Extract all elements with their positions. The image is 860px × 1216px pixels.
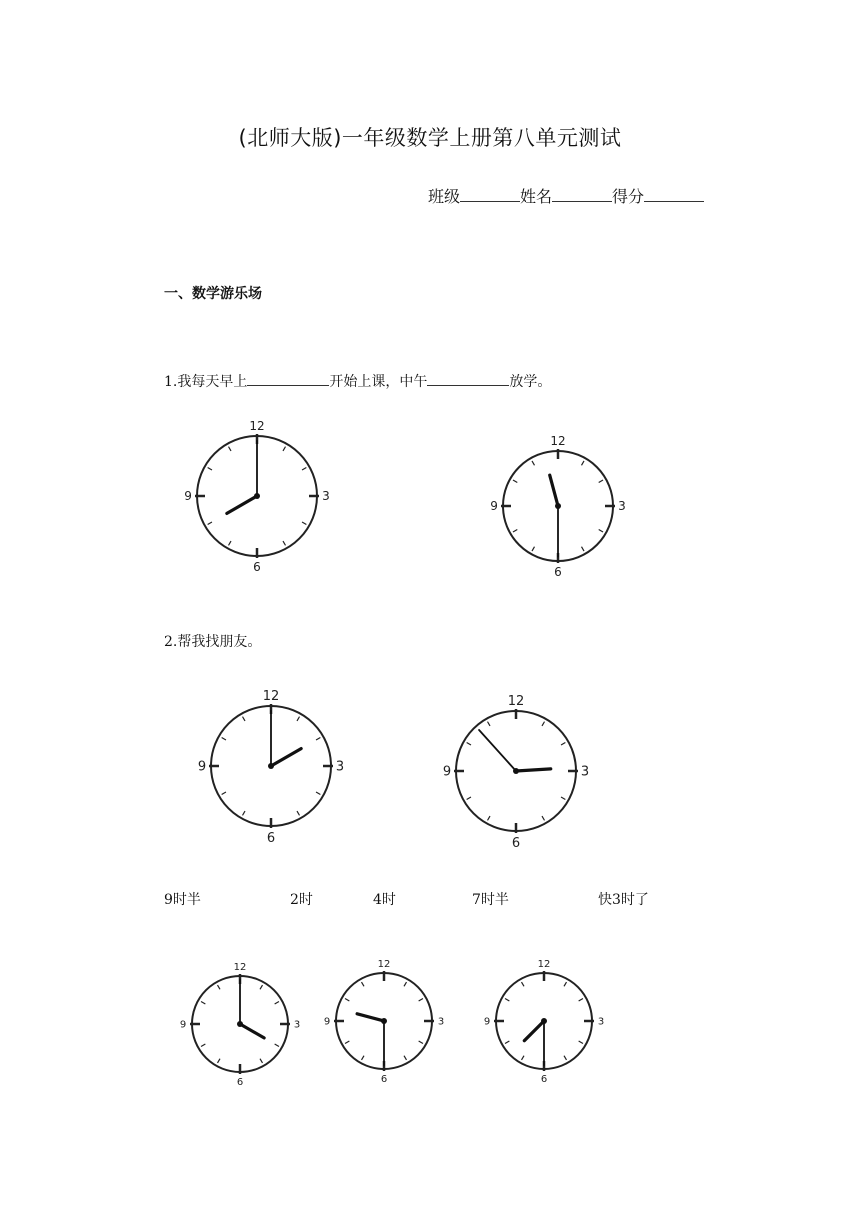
hour-hand: [227, 496, 257, 513]
minute-hand: [479, 730, 516, 771]
clock-tick: [316, 738, 320, 741]
option-label: 7时半: [472, 892, 509, 908]
hour-hand: [271, 749, 301, 766]
hour-hand: [240, 1024, 264, 1038]
clock-tick: [229, 447, 232, 451]
question-2-number: 2.: [164, 634, 178, 650]
option-label: 2时: [290, 892, 313, 908]
clock-tick: [505, 1041, 509, 1044]
hour-hand: [524, 1021, 544, 1041]
clock-tick: [275, 1002, 279, 1005]
hour-hand: [550, 475, 558, 506]
clock-tick: [218, 985, 221, 989]
clock-number: 9: [483, 1016, 491, 1028]
question-2-text: 帮我找朋友。: [177, 634, 262, 650]
clock-tick: [362, 982, 365, 986]
clock-tick: [362, 1056, 365, 1060]
clock-number: 3: [322, 489, 330, 504]
clock-number: 6: [511, 836, 521, 851]
name-label: 姓名: [520, 187, 553, 206]
clock-q1-right: [490, 428, 635, 583]
clock-number: 3: [597, 1016, 605, 1028]
clock-tick: [582, 461, 585, 465]
clock-number: 6: [266, 831, 276, 846]
clock-q2-top-right: [438, 689, 598, 854]
clock-tick: [488, 816, 491, 820]
clock-tick: [229, 541, 232, 545]
class-blank[interactable]: [460, 187, 520, 202]
clock-tick: [260, 1059, 263, 1063]
clock-number: 12: [507, 694, 525, 709]
clock-number: 3: [437, 1016, 445, 1028]
clock-tick: [404, 1056, 407, 1060]
clock-number: 12: [262, 689, 280, 704]
clock-tick: [522, 982, 525, 986]
option-label: 9时半: [164, 892, 201, 908]
clock-tick: [345, 1041, 349, 1044]
class-label: 班级: [428, 187, 461, 206]
option-label: 4时: [373, 892, 396, 908]
clock-number: 6: [540, 1074, 548, 1085]
morning-time-blank[interactable]: [247, 371, 329, 386]
clock-number: 9: [184, 489, 192, 504]
clock-tick: [505, 999, 509, 1002]
question-1: [164, 371, 551, 391]
clock-tick: [532, 547, 535, 551]
clock-tick: [283, 541, 286, 545]
clock-q2-top-left: [195, 684, 355, 849]
clock-tick: [275, 1044, 279, 1047]
clock-tick: [404, 982, 407, 986]
clock-number: 12: [537, 959, 551, 970]
clock-number: 9: [442, 764, 452, 780]
clock-tick: [222, 738, 226, 741]
clock-tick: [243, 717, 246, 721]
clock-number: 6: [236, 1077, 244, 1088]
clock-tick: [208, 468, 212, 471]
clock-tick: [564, 1056, 567, 1060]
clock-tick: [542, 722, 545, 726]
clock-number: 3: [335, 759, 345, 775]
clock-tick: [599, 480, 603, 483]
clock-tick: [283, 447, 286, 451]
clock-q2-bottom-3: [481, 954, 609, 1086]
clock-tick: [467, 797, 471, 800]
clock-center: [254, 493, 260, 499]
clock-number: 9: [323, 1016, 331, 1028]
clock-tick: [542, 816, 545, 820]
clock-tick: [467, 743, 471, 746]
clock-number: 12: [377, 959, 391, 970]
student-info-line: [428, 184, 704, 207]
clock-tick: [201, 1002, 205, 1005]
clock-number: 3: [293, 1019, 301, 1031]
question-1-text-b: 开始上课，中午: [329, 374, 428, 390]
section-heading: 一、数学游乐场: [164, 286, 262, 302]
page-title: (北师大版)一年级数学上册第八单元测试: [238, 126, 622, 150]
clock-tick: [316, 792, 320, 795]
hour-hand: [516, 769, 551, 771]
clock-tick: [579, 999, 583, 1002]
clock-tick: [201, 1044, 205, 1047]
clock-tick: [208, 522, 212, 525]
clock-number: 6: [253, 560, 261, 574]
clock-tick: [297, 717, 300, 721]
clock-center: [513, 768, 519, 774]
noon-time-blank[interactable]: [427, 371, 509, 386]
clock-number: 3: [580, 764, 590, 780]
question-1-text-c: 放学。: [509, 374, 552, 390]
name-blank[interactable]: [552, 187, 612, 202]
question-1-text-a: 我每天早上: [177, 374, 248, 390]
clock-number: 3: [618, 499, 626, 514]
clock-q2-bottom-1: [178, 958, 306, 1086]
clock-tick: [419, 999, 423, 1002]
clock-tick: [522, 1056, 525, 1060]
clock-q2-bottom-2: [321, 954, 449, 1086]
clock-tick: [561, 743, 565, 746]
clock-tick: [532, 461, 535, 465]
clock-tick: [222, 792, 226, 795]
clock-tick: [564, 982, 567, 986]
clock-number: 9: [197, 759, 207, 775]
clock-tick: [513, 480, 517, 483]
clock-tick: [302, 522, 306, 525]
clock-number: 12: [550, 434, 566, 448]
clock-tick: [561, 797, 565, 800]
clock-center: [381, 1018, 387, 1024]
clock-tick: [297, 811, 300, 815]
clock-number: 12: [233, 962, 247, 973]
hour-hand: [357, 1014, 384, 1021]
clock-tick: [419, 1041, 423, 1044]
clock-tick: [488, 722, 491, 726]
clock-tick: [513, 530, 517, 533]
clock-number: 9: [490, 499, 498, 514]
option-label: 快3时了: [598, 892, 649, 908]
score-label: 得分: [612, 187, 645, 206]
clock-tick: [599, 530, 603, 533]
question-1-number: 1.: [164, 374, 178, 390]
clock-tick: [579, 1041, 583, 1044]
clock-tick: [302, 468, 306, 471]
clock-number: 6: [554, 565, 562, 579]
clock-center: [268, 763, 274, 769]
clock-tick: [260, 985, 263, 989]
clock-center: [541, 1018, 547, 1024]
clock-tick: [345, 999, 349, 1002]
clock-tick: [243, 811, 246, 815]
clock-q1-left: [184, 416, 330, 574]
clock-number: 9: [179, 1019, 187, 1031]
clock-tick: [218, 1059, 221, 1063]
clock-number: 6: [380, 1074, 388, 1085]
clock-tick: [582, 547, 585, 551]
question-2: [164, 631, 261, 651]
clock-center: [237, 1021, 243, 1027]
score-blank[interactable]: [644, 187, 704, 202]
clock-center: [555, 503, 561, 509]
clock-number: 12: [249, 419, 265, 433]
